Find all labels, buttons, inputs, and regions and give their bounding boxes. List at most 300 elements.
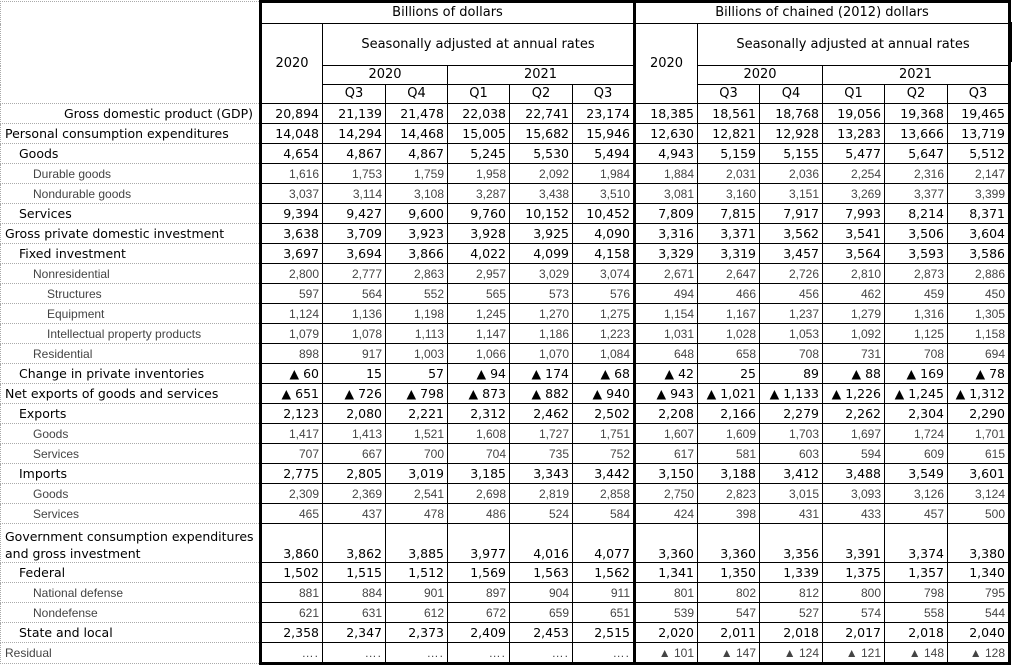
real-value-cell: 12,630 <box>635 124 698 144</box>
nominal-value-cell: 672 <box>448 603 510 623</box>
real-value-cell: 694 <box>948 344 1010 364</box>
nominal-value-cell: 597 <box>261 284 323 304</box>
nominal-value-cell: 3,019 <box>386 464 448 484</box>
real-value-cell: 3,506 <box>885 224 948 244</box>
real-value-cell: 3,604 <box>948 224 1010 244</box>
nominal-value-cell: 3,923 <box>386 224 448 244</box>
row-label: Government consumption expenditures and gross investment <box>1 524 261 563</box>
nominal-value-cell: 667 <box>323 444 386 464</box>
row-label: Goods <box>1 424 261 444</box>
nominal-value-cell: 3,343 <box>510 464 573 484</box>
real-value-cell: 2,262 <box>823 404 885 424</box>
nominal-value-cell: 2,805 <box>323 464 386 484</box>
nominal-value-cell: 4,077 <box>573 524 635 563</box>
row-label: Nondefense <box>1 603 261 623</box>
nominal-value-cell: 1,751 <box>573 424 635 444</box>
real-value-cell: 5,159 <box>698 144 760 164</box>
real-value-cell: 18,385 <box>635 104 698 124</box>
nominal-value-cell: 631 <box>323 603 386 623</box>
real-value-cell: 558 <box>885 603 948 623</box>
nominal-value-cell: 2,409 <box>448 623 510 643</box>
row-label: Imports <box>1 464 261 484</box>
nominal-value-cell: 15 <box>323 364 386 384</box>
nominal-value-cell: 3,866 <box>386 244 448 264</box>
nominal-value-cell: 1,727 <box>510 424 573 444</box>
nominal-value-cell: 700 <box>386 444 448 464</box>
real-value-cell: 2,647 <box>698 264 760 284</box>
nominal-value-cell: 1,563 <box>510 563 573 583</box>
real-value-cell: 424 <box>635 504 698 524</box>
table-row <box>1 444 1010 464</box>
nominal-value-cell: 2,515 <box>573 623 635 643</box>
nominal-value-cell: 3,029 <box>510 264 573 284</box>
nominal-value-cell: 3,510 <box>573 184 635 204</box>
real-value-cell: ▲ 124 <box>760 643 823 664</box>
real-value-cell: 1,125 <box>885 324 948 344</box>
real-value-cell: 527 <box>760 603 823 623</box>
real-value-cell: 3,093 <box>823 484 885 504</box>
nominal-value-cell: 3,928 <box>448 224 510 244</box>
real-value-cell: 2,166 <box>698 404 760 424</box>
real-value-cell: 574 <box>823 603 885 623</box>
nominal-value-cell: ▲ 882 <box>510 384 573 404</box>
nominal-value-cell: 2,358 <box>261 623 323 643</box>
real-value-cell: 8,214 <box>885 204 948 224</box>
real-value-cell: 3,269 <box>823 184 885 204</box>
nominal-value-cell: …. <box>386 643 448 664</box>
real-value-cell: 3,160 <box>698 184 760 204</box>
real-value-cell: 1,092 <box>823 324 885 344</box>
real-value-cell: ▲ 42 <box>635 364 698 384</box>
real-value-cell: 547 <box>698 603 760 623</box>
nominal-value-cell: 1,608 <box>448 424 510 444</box>
row-label: Residual <box>1 643 261 664</box>
table-row <box>1 643 1010 664</box>
real-value-cell: 8,371 <box>948 204 1010 224</box>
real-value-cell: 5,647 <box>885 144 948 164</box>
nominal-value-cell: 1,186 <box>510 324 573 344</box>
real-value-cell: ▲ 78 <box>948 364 1010 384</box>
table-row <box>1 224 1010 244</box>
header-quarter: Q2 <box>885 85 948 104</box>
real-value-cell: 2,279 <box>760 404 823 424</box>
real-value-cell: 2,147 <box>948 164 1010 184</box>
nominal-value-cell: 1,078 <box>323 324 386 344</box>
row-label: Personal consumption expenditures <box>1 124 261 144</box>
header-quarter: Q1 <box>448 85 510 104</box>
nominal-value-cell: 3,709 <box>323 224 386 244</box>
nominal-value-cell: 4,090 <box>573 224 635 244</box>
nominal-value-cell: 564 <box>323 284 386 304</box>
row-label: Gross private domestic investment <box>1 224 261 244</box>
real-value-cell: 3,380 <box>948 524 1010 563</box>
real-value-cell: 19,056 <box>823 104 885 124</box>
nominal-value-cell: 898 <box>261 344 323 364</box>
table-row <box>1 204 1010 224</box>
real-value-cell: 2,018 <box>760 623 823 643</box>
nominal-value-cell: …. <box>261 643 323 664</box>
real-value-cell: 459 <box>885 284 948 304</box>
real-value-cell: 3,391 <box>823 524 885 563</box>
nominal-value-cell: 2,080 <box>323 404 386 424</box>
nominal-value-cell: 651 <box>573 603 635 623</box>
row-label: Net exports of goods and services <box>1 384 261 404</box>
real-value-cell: 1,375 <box>823 563 885 583</box>
nominal-value-cell: 57 <box>386 364 448 384</box>
nominal-value-cell: 478 <box>386 504 448 524</box>
real-value-cell: 609 <box>885 444 948 464</box>
nominal-value-cell: 3,860 <box>261 524 323 563</box>
nominal-value-cell: ▲ 940 <box>573 384 635 404</box>
nominal-value-cell: 881 <box>261 583 323 603</box>
nominal-value-cell: 901 <box>386 583 448 603</box>
real-value-cell: 3,015 <box>760 484 823 504</box>
real-value-cell: 2,304 <box>885 404 948 424</box>
real-value-cell: 1,316 <box>885 304 948 324</box>
real-value-cell: 615 <box>948 444 1010 464</box>
nominal-value-cell: 3,638 <box>261 224 323 244</box>
table-row <box>1 524 1010 563</box>
real-value-cell: 544 <box>948 603 1010 623</box>
real-value-cell: 3,124 <box>948 484 1010 504</box>
real-value-cell: ▲ 169 <box>885 364 948 384</box>
nominal-value-cell: 2,800 <box>261 264 323 284</box>
real-value-cell: 2,017 <box>823 623 885 643</box>
real-value-cell: 3,150 <box>635 464 698 484</box>
header-annual-nominal: 2020 <box>261 24 323 104</box>
real-value-cell: 2,020 <box>635 623 698 643</box>
real-value-cell: 1,339 <box>760 563 823 583</box>
real-value-cell: 18,768 <box>760 104 823 124</box>
nominal-value-cell: 904 <box>510 583 573 603</box>
nominal-value-cell: 14,468 <box>386 124 448 144</box>
header-quarter: Q1 <box>823 85 885 104</box>
real-value-cell: 3,126 <box>885 484 948 504</box>
nominal-value-cell: ▲ 68 <box>573 364 635 384</box>
nominal-value-cell: 465 <box>261 504 323 524</box>
nominal-value-cell: 884 <box>323 583 386 603</box>
real-value-cell: 617 <box>635 444 698 464</box>
real-value-cell: 1,053 <box>760 324 823 344</box>
row-label: Durable goods <box>1 164 261 184</box>
nominal-value-cell: 15,946 <box>573 124 635 144</box>
nominal-value-cell: 4,022 <box>448 244 510 264</box>
nominal-value-cell: 3,925 <box>510 224 573 244</box>
real-value-cell: 1,028 <box>698 324 760 344</box>
real-value-cell: ▲ 121 <box>823 643 885 664</box>
nominal-value-cell: 565 <box>448 284 510 304</box>
real-value-cell: 494 <box>635 284 698 304</box>
real-value-cell: 13,719 <box>948 124 1010 144</box>
nominal-value-cell: 1,521 <box>386 424 448 444</box>
header-quarter: Q3 <box>698 85 760 104</box>
nominal-value-cell: 2,309 <box>261 484 323 504</box>
nominal-value-cell: 3,438 <box>510 184 573 204</box>
nominal-value-cell: 1,079 <box>261 324 323 344</box>
nominal-value-cell: 2,819 <box>510 484 573 504</box>
nominal-value-cell: 2,462 <box>510 404 573 424</box>
nominal-value-cell: 1,759 <box>386 164 448 184</box>
nominal-value-cell: 2,453 <box>510 623 573 643</box>
real-value-cell: 398 <box>698 504 760 524</box>
real-value-cell: ▲ 88 <box>823 364 885 384</box>
real-value-cell: 3,360 <box>635 524 698 563</box>
nominal-value-cell: 2,858 <box>573 484 635 504</box>
real-value-cell: 5,512 <box>948 144 1010 164</box>
real-value-cell: 457 <box>885 504 948 524</box>
real-value-cell: 500 <box>948 504 1010 524</box>
real-value-cell: ▲ 1,133 <box>760 384 823 404</box>
real-value-cell: 603 <box>760 444 823 464</box>
nominal-value-cell: 15,005 <box>448 124 510 144</box>
real-value-cell: 1,609 <box>698 424 760 444</box>
table-row <box>1 164 1010 184</box>
real-value-cell: 581 <box>698 444 760 464</box>
nominal-value-cell: …. <box>510 643 573 664</box>
nominal-value-cell: 3,287 <box>448 184 510 204</box>
real-value-cell: 812 <box>760 583 823 603</box>
real-value-cell: 3,457 <box>760 244 823 264</box>
real-value-cell: 2,726 <box>760 264 823 284</box>
nominal-value-cell: 2,312 <box>448 404 510 424</box>
real-value-cell: 456 <box>760 284 823 304</box>
real-value-cell: 1,703 <box>760 424 823 444</box>
real-value-cell: 539 <box>635 603 698 623</box>
nominal-value-cell: 9,427 <box>323 204 386 224</box>
real-value-cell: 2,671 <box>635 264 698 284</box>
nominal-value-cell: 1,270 <box>510 304 573 324</box>
table-row <box>1 563 1010 583</box>
nominal-value-cell: ▲ 60 <box>261 364 323 384</box>
nominal-value-cell: 486 <box>448 504 510 524</box>
nominal-value-cell: 2,221 <box>386 404 448 424</box>
real-value-cell: 2,290 <box>948 404 1010 424</box>
nominal-value-cell: 1,070 <box>510 344 573 364</box>
nominal-value-cell: 1,136 <box>323 304 386 324</box>
real-value-cell: 462 <box>823 284 885 304</box>
nominal-value-cell: ▲ 94 <box>448 364 510 384</box>
real-value-cell: 2,011 <box>698 623 760 643</box>
real-value-cell: 2,208 <box>635 404 698 424</box>
real-value-cell: 1,607 <box>635 424 698 444</box>
nominal-value-cell: 3,862 <box>323 524 386 563</box>
row-label: Structures <box>1 284 261 304</box>
row-label: Services <box>1 204 261 224</box>
nominal-value-cell: 2,092 <box>510 164 573 184</box>
table-row <box>1 364 1010 384</box>
real-value-cell: 798 <box>885 583 948 603</box>
nominal-value-cell: 3,697 <box>261 244 323 264</box>
real-value-cell: 431 <box>760 504 823 524</box>
nominal-value-cell: 659 <box>510 603 573 623</box>
real-value-cell: 466 <box>698 284 760 304</box>
table-row <box>1 623 1010 643</box>
nominal-value-cell: 2,698 <box>448 484 510 504</box>
table-row <box>1 583 1010 603</box>
real-value-cell: 802 <box>698 583 760 603</box>
nominal-value-cell: 1,753 <box>323 164 386 184</box>
nominal-value-cell: 573 <box>510 284 573 304</box>
real-value-cell: 3,374 <box>885 524 948 563</box>
real-value-cell: 800 <box>823 583 885 603</box>
header-group-nominal: Billions of dollars <box>261 2 635 24</box>
real-value-cell: 1,305 <box>948 304 1010 324</box>
table-row <box>1 384 1010 404</box>
nominal-value-cell: 1,223 <box>573 324 635 344</box>
real-value-cell: 2,040 <box>948 623 1010 643</box>
nominal-value-cell: 704 <box>448 444 510 464</box>
real-value-cell: 658 <box>698 344 760 364</box>
nominal-value-cell: 1,413 <box>323 424 386 444</box>
nominal-value-cell: 1,502 <box>261 563 323 583</box>
real-value-cell: 2,018 <box>885 623 948 643</box>
nominal-value-cell: 4,867 <box>386 144 448 164</box>
real-value-cell: ▲ 147 <box>698 643 760 664</box>
nominal-value-cell: 2,775 <box>261 464 323 484</box>
header-quarter: Q2 <box>510 85 573 104</box>
row-label: Fixed investment <box>1 244 261 264</box>
real-value-cell: 1,031 <box>635 324 698 344</box>
real-value-cell: ▲ 1,021 <box>698 384 760 404</box>
nominal-value-cell: ▲ 873 <box>448 384 510 404</box>
real-value-cell: 433 <box>823 504 885 524</box>
nominal-value-cell: 3,885 <box>386 524 448 563</box>
row-label: Federal <box>1 563 261 583</box>
real-value-cell: 731 <box>823 344 885 364</box>
real-value-cell: 3,316 <box>635 224 698 244</box>
row-label: Equipment <box>1 304 261 324</box>
real-value-cell: ▲ 148 <box>885 643 948 664</box>
row-label: Services <box>1 504 261 524</box>
nominal-value-cell: 2,373 <box>386 623 448 643</box>
real-value-cell: 3,356 <box>760 524 823 563</box>
real-value-cell: 3,564 <box>823 244 885 264</box>
nominal-value-cell: 5,494 <box>573 144 635 164</box>
real-value-cell: ▲ 943 <box>635 384 698 404</box>
header-year-2020-real: 2020 <box>698 66 823 85</box>
nominal-value-cell: 4,654 <box>261 144 323 164</box>
header-quarter: Q4 <box>386 85 448 104</box>
table-row <box>1 344 1010 364</box>
real-value-cell: 3,319 <box>698 244 760 264</box>
table-body <box>1 104 1010 664</box>
nominal-value-cell: 1,562 <box>573 563 635 583</box>
real-value-cell: 450 <box>948 284 1010 304</box>
nominal-value-cell: 735 <box>510 444 573 464</box>
nominal-value-cell: 3,442 <box>573 464 635 484</box>
table-row <box>1 284 1010 304</box>
nominal-value-cell: 2,863 <box>386 264 448 284</box>
nominal-value-cell: 15,682 <box>510 124 573 144</box>
nominal-value-cell: 9,600 <box>386 204 448 224</box>
row-label: Change in private inventories <box>1 364 261 384</box>
row-label: Intellectual property products <box>1 324 261 344</box>
real-value-cell: 3,412 <box>760 464 823 484</box>
real-value-cell: 2,750 <box>635 484 698 504</box>
real-value-cell: 7,917 <box>760 204 823 224</box>
real-value-cell: 1,340 <box>948 563 1010 583</box>
table-row <box>1 244 1010 264</box>
real-value-cell: 89 <box>760 364 823 384</box>
nominal-value-cell: 9,760 <box>448 204 510 224</box>
real-value-cell: 18,561 <box>698 104 760 124</box>
nominal-value-cell: 2,369 <box>323 484 386 504</box>
table-row <box>1 484 1010 504</box>
nominal-value-cell: 1,616 <box>261 164 323 184</box>
nominal-value-cell: 2,502 <box>573 404 635 424</box>
nominal-value-cell: 1,569 <box>448 563 510 583</box>
nominal-value-cell: 5,530 <box>510 144 573 164</box>
nominal-value-cell: 2,347 <box>323 623 386 643</box>
table-row <box>1 324 1010 344</box>
real-value-cell: ▲ 1,312 <box>948 384 1010 404</box>
real-value-cell: 2,810 <box>823 264 885 284</box>
real-value-cell: 1,697 <box>823 424 885 444</box>
nominal-value-cell: 3,114 <box>323 184 386 204</box>
header-group-real: Billions of chained (2012) dollars <box>635 2 1010 24</box>
nominal-value-cell: 1,958 <box>448 164 510 184</box>
header-quarter: Q3 <box>573 85 635 104</box>
real-value-cell: 2,031 <box>698 164 760 184</box>
table-row <box>1 124 1010 144</box>
real-value-cell: 2,254 <box>823 164 885 184</box>
nominal-value-cell: 576 <box>573 284 635 304</box>
row-label: Goods <box>1 144 261 164</box>
nominal-value-cell: …. <box>573 643 635 664</box>
nominal-value-cell: 20,894 <box>261 104 323 124</box>
nominal-value-cell: 621 <box>261 603 323 623</box>
nominal-value-cell: 22,038 <box>448 104 510 124</box>
real-value-cell: 12,928 <box>760 124 823 144</box>
nominal-value-cell: 4,016 <box>510 524 573 563</box>
nominal-value-cell: 5,245 <box>448 144 510 164</box>
row-label: Residential <box>1 344 261 364</box>
header-quarter: Q3 <box>948 85 1010 104</box>
real-value-cell: 3,562 <box>760 224 823 244</box>
real-value-cell: 5,155 <box>760 144 823 164</box>
table-row <box>1 603 1010 623</box>
real-value-cell: 19,368 <box>885 104 948 124</box>
table-row <box>1 144 1010 164</box>
nominal-value-cell: 1,245 <box>448 304 510 324</box>
table-row <box>1 264 1010 284</box>
nominal-value-cell: 2,777 <box>323 264 386 284</box>
real-value-cell: 594 <box>823 444 885 464</box>
real-value-cell: 708 <box>760 344 823 364</box>
nominal-value-cell: 752 <box>573 444 635 464</box>
real-value-cell: 2,823 <box>698 484 760 504</box>
real-value-cell: 3,360 <box>698 524 760 563</box>
header-quarter: Q3 <box>323 85 386 104</box>
nominal-value-cell: 524 <box>510 504 573 524</box>
nominal-value-cell: 1,198 <box>386 304 448 324</box>
nominal-value-cell: 584 <box>573 504 635 524</box>
nominal-value-cell: 3,074 <box>573 264 635 284</box>
nominal-value-cell: 3,977 <box>448 524 510 563</box>
nominal-value-cell: 4,158 <box>573 244 635 264</box>
nominal-value-cell: 1,066 <box>448 344 510 364</box>
real-value-cell: 708 <box>885 344 948 364</box>
nominal-value-cell: 3,185 <box>448 464 510 484</box>
real-value-cell: 3,593 <box>885 244 948 264</box>
nominal-value-cell: 1,512 <box>386 563 448 583</box>
table-row <box>1 404 1010 424</box>
real-value-cell: 7,815 <box>698 204 760 224</box>
nominal-value-cell: 21,139 <box>323 104 386 124</box>
real-value-cell: 3,329 <box>635 244 698 264</box>
real-value-cell: 25 <box>698 364 760 384</box>
row-label: Services <box>1 444 261 464</box>
